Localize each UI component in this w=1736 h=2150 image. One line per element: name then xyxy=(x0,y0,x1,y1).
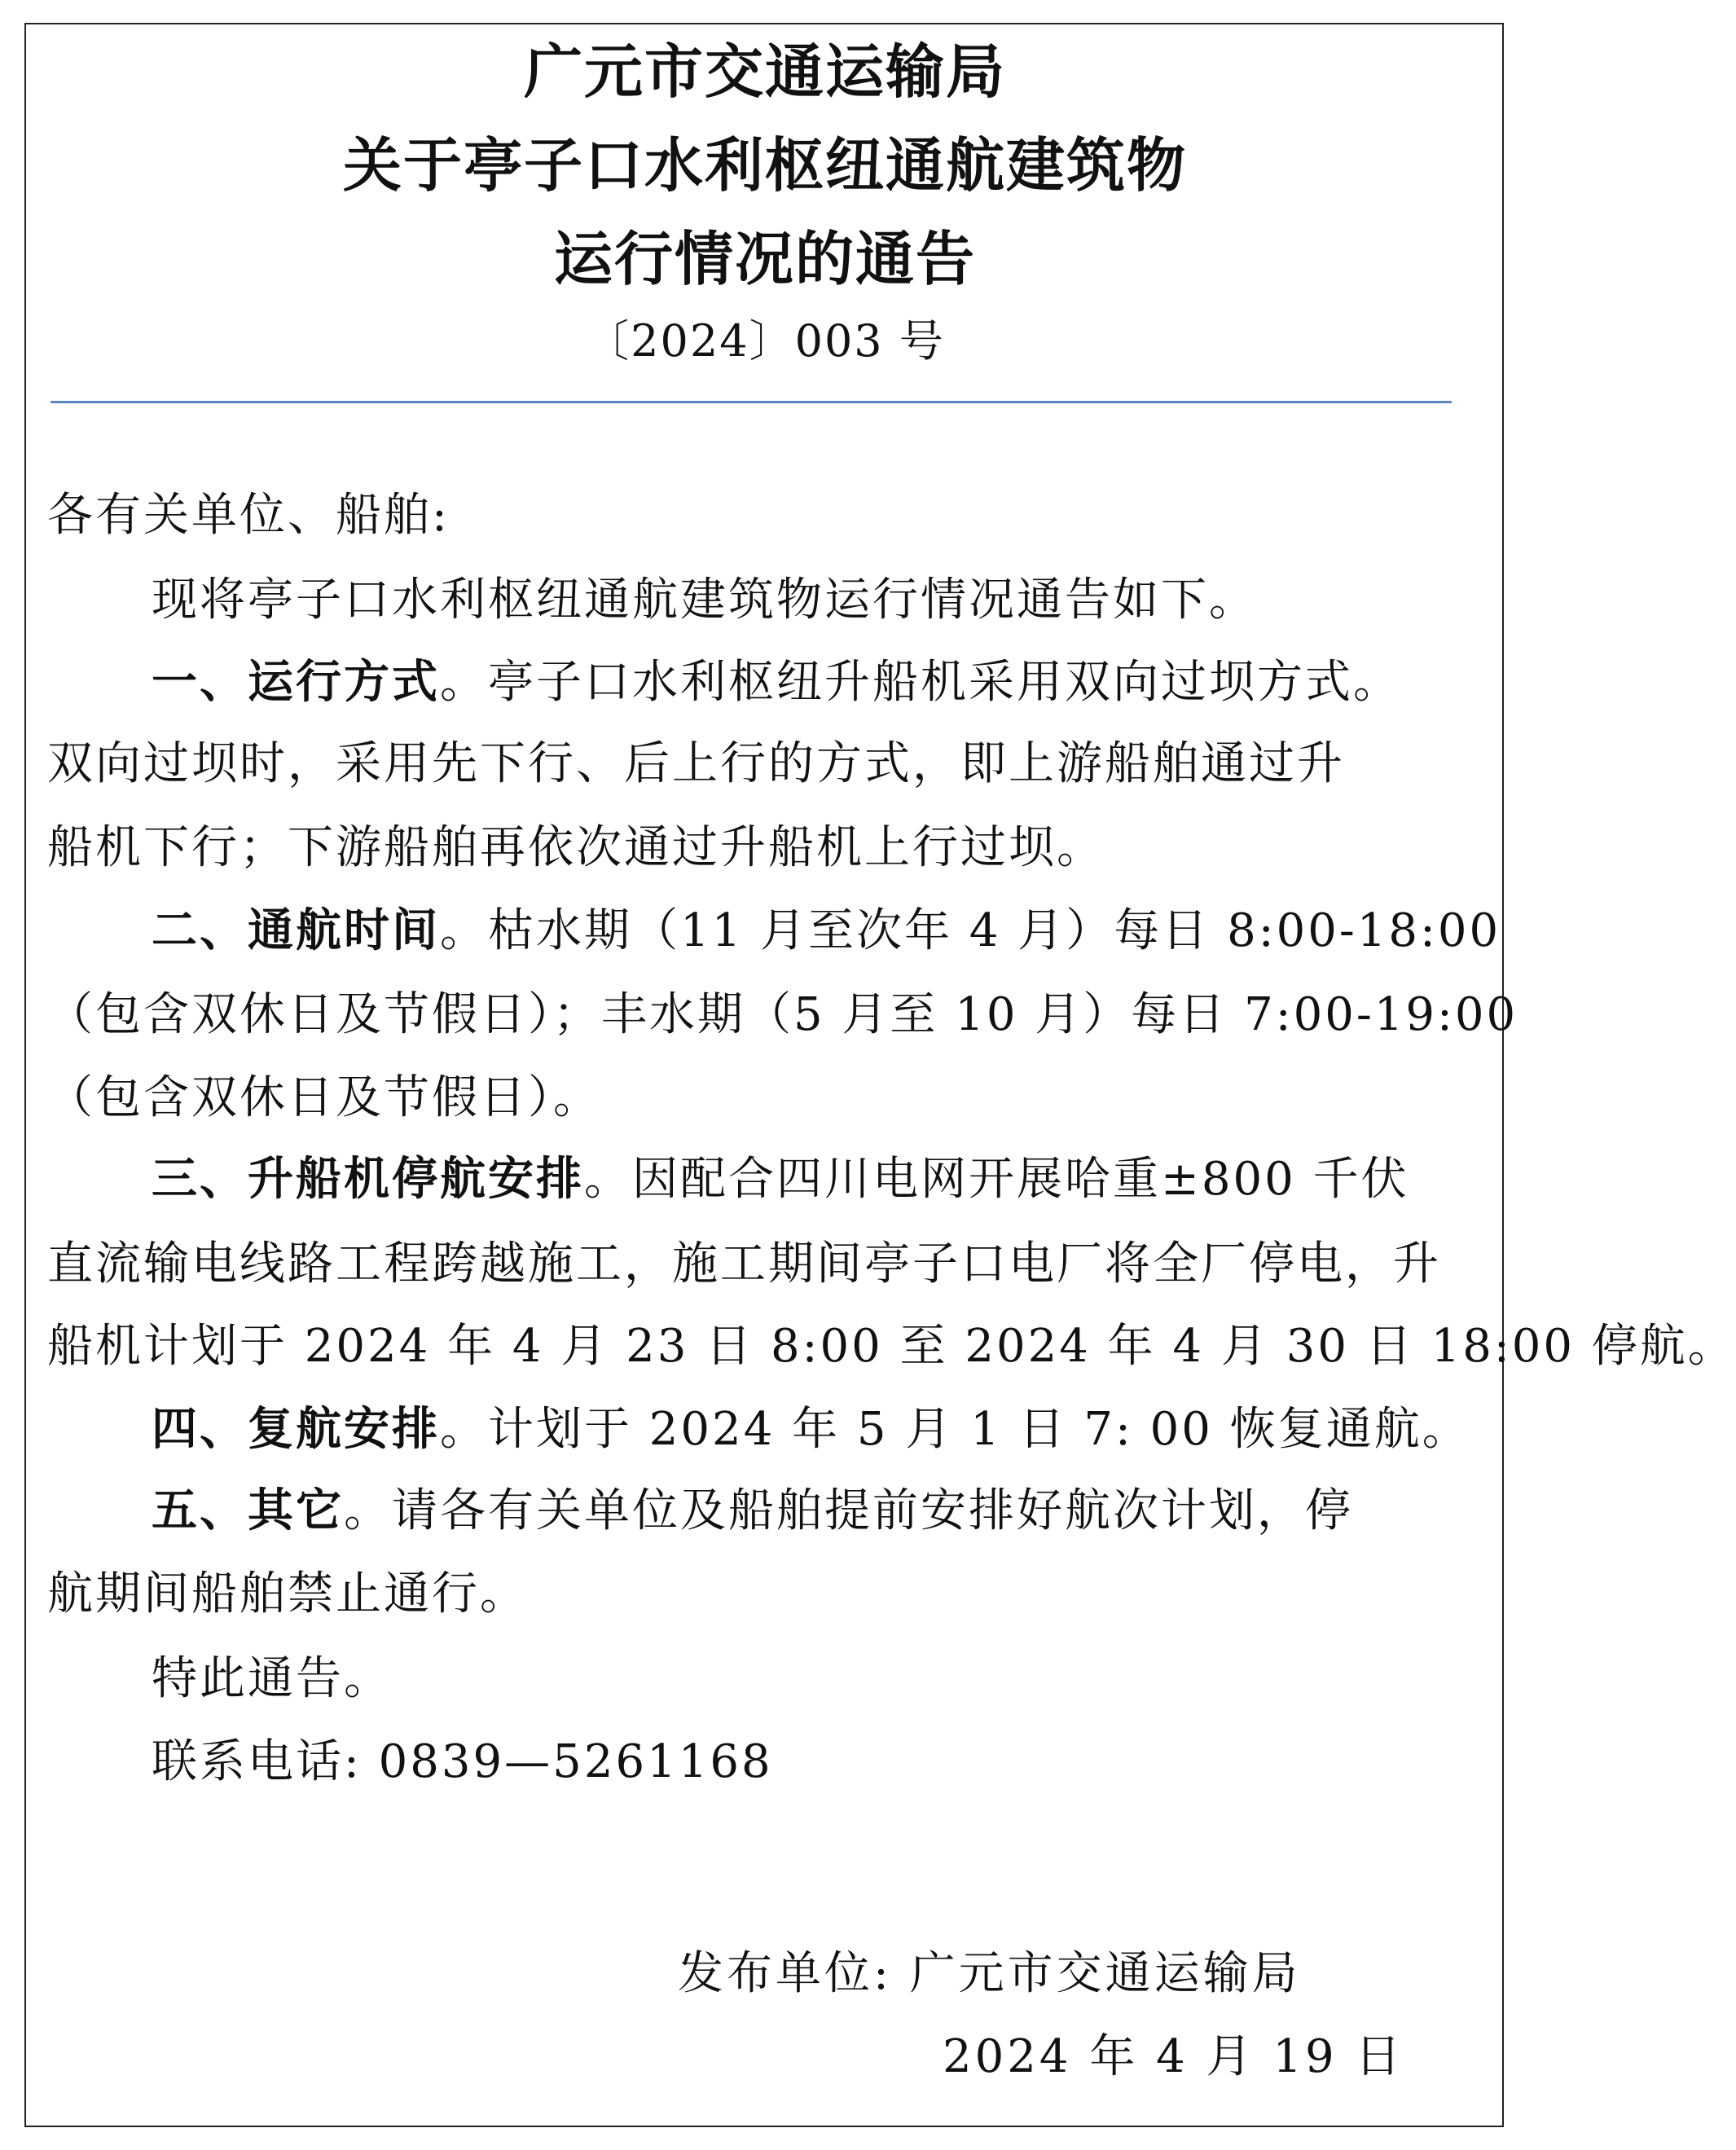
section-2-heading: 二、通航时间 xyxy=(152,904,440,957)
section-2-line-1 xyxy=(152,904,1501,957)
issuing-unit: 发布单位: 广元市交通运输局 xyxy=(678,1947,1301,2000)
section-3-line-3: 船机计划于 2024 年 4 月 23 日 8:00 至 2024 年 4 月 30 日 18:00 停航。 xyxy=(47,1320,1736,1373)
section-3-line-1 xyxy=(152,1153,1489,1206)
section-3-text-1: 。因配合四川电网开展哈重±800 千伏 xyxy=(584,1153,1409,1206)
section-1-text-1: 。亭子口水利枢纽升船机采用双向过坝方式。 xyxy=(440,656,1401,709)
section-5-text-1: 。请各有关单位及船舶提前安排好航次计划，停 xyxy=(344,1484,1353,1537)
intro-paragraph: 现将亭子口水利枢纽通航建筑物运行情况通告如下。 xyxy=(152,574,1257,627)
issue-date: 2024 年 4 月 19 日 xyxy=(943,2030,1404,2083)
title-line-2: 关于亭子口水利枢纽通航建筑物 xyxy=(342,131,1187,200)
section-5-heading: 五、其它 xyxy=(152,1484,344,1537)
closing-line: 特此通告。 xyxy=(152,1652,392,1705)
section-1-line-2: 双向过坝时，采用先下行、后上行的方式，即上游船舶通过升 xyxy=(47,737,1345,790)
document-number: 〔2024〕003 号 xyxy=(585,315,945,367)
section-5-line-1 xyxy=(152,1484,1489,1537)
header-divider xyxy=(51,401,1452,403)
section-5-line-2: 航期间船舶禁止通行。 xyxy=(47,1567,528,1620)
section-2-line-3: （包含双休日及节假日）。 xyxy=(47,1071,601,1124)
section-4-heading: 四、复航安排 xyxy=(152,1403,440,1456)
title-line-3: 运行情况的通告 xyxy=(553,225,976,293)
salutation: 各有关单位、船舶: xyxy=(47,489,450,542)
contact-phone: 联系电话: 0839—5261168 xyxy=(152,1735,773,1788)
section-3-line-2: 直流输电线路工程跨越施工，施工期间亭子口电厂将全厂停电，升 xyxy=(47,1238,1441,1290)
section-2-text-1: 。枯水期（11 月至次年 4 月）每日 8:00-18:00 xyxy=(440,904,1501,957)
section-1-line-3: 船机下行；下游船舶再依次通过升船机上行过坝。 xyxy=(47,821,1105,874)
title-line-1: 广元市交通运输局 xyxy=(523,37,1006,106)
section-3-heading: 三、升船机停航安排 xyxy=(152,1153,584,1206)
section-4-line-1 xyxy=(152,1403,1489,1456)
section-4-text-1: 。计划于 2024 年 5 月 1 日 7: 00 恢复通航。 xyxy=(440,1403,1470,1456)
section-2-line-2: （包含双休日及节假日）；丰水期（5 月至 10 月）每日 7:00-19:00 xyxy=(47,988,1518,1041)
section-1-heading: 一、运行方式 xyxy=(152,656,440,709)
section-1-line-1 xyxy=(152,656,1489,709)
